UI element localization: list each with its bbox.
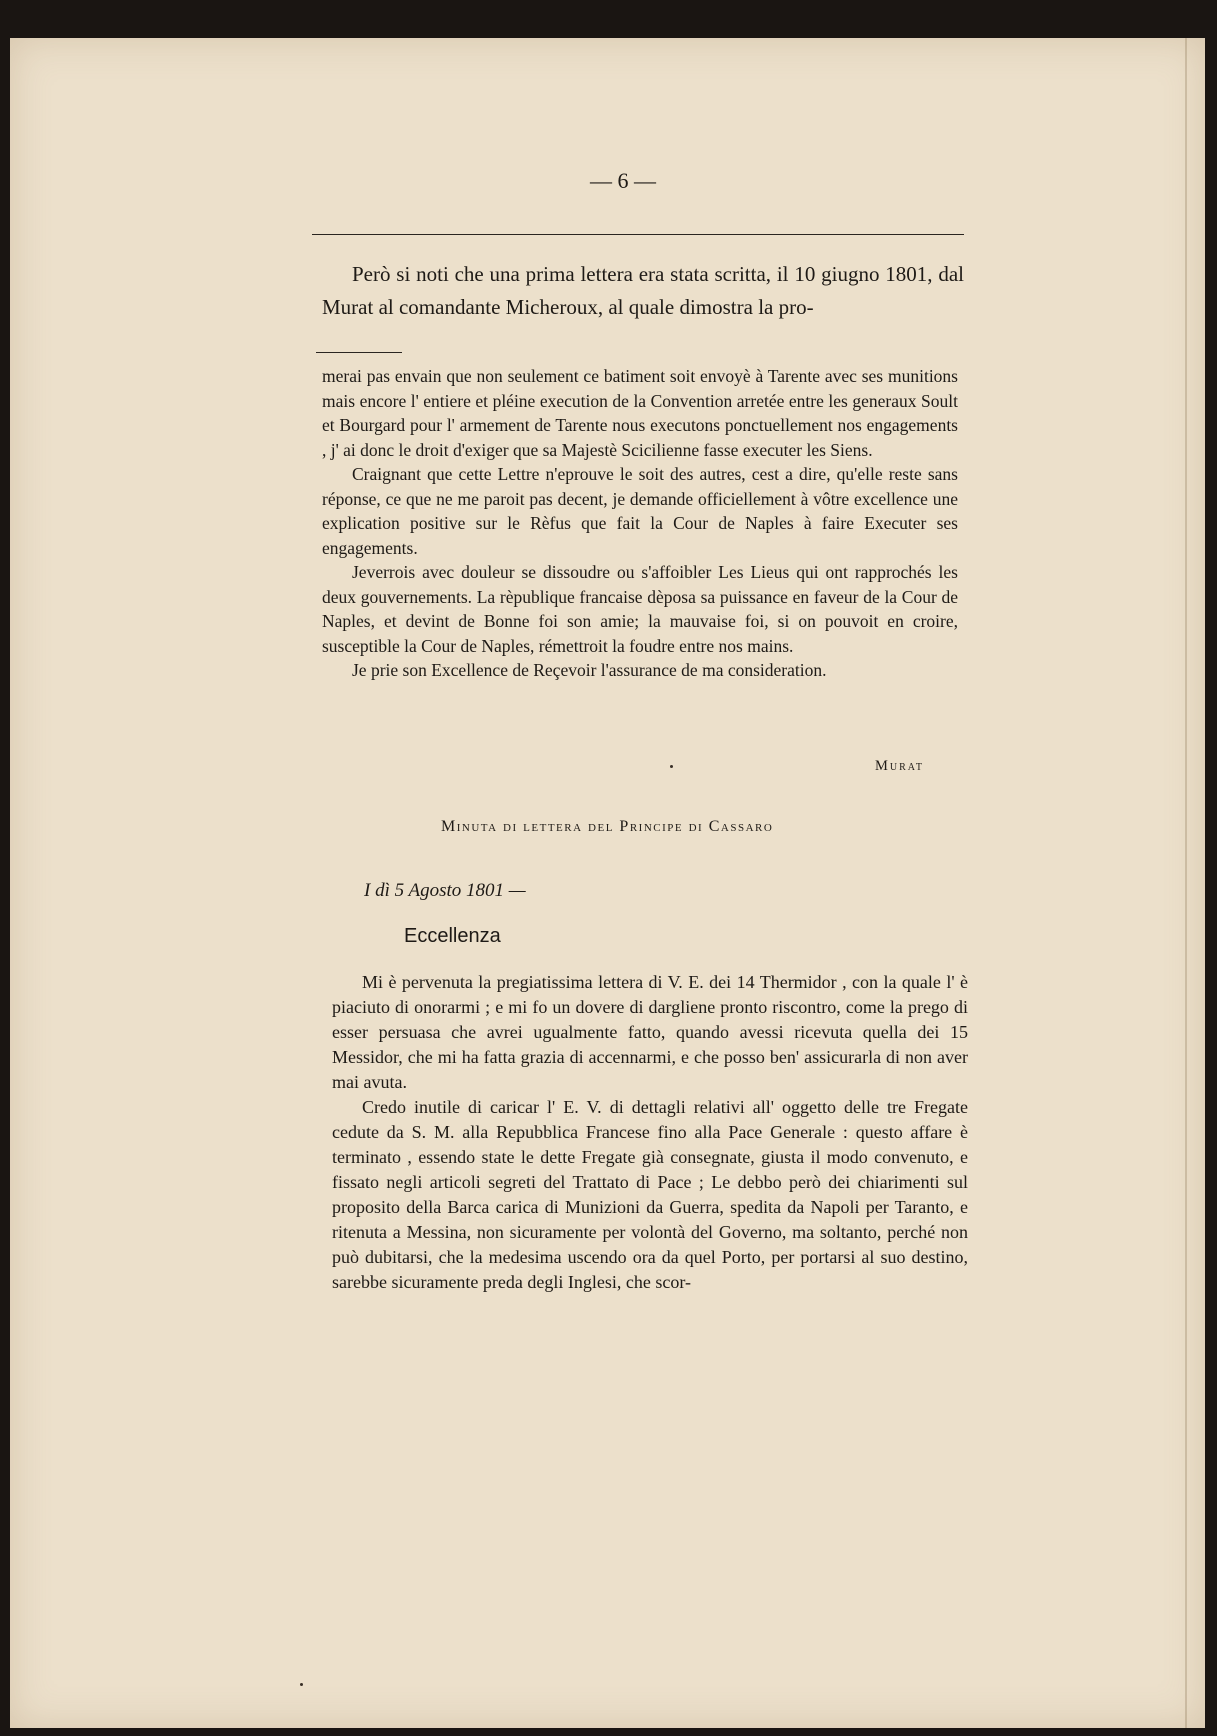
footnote-paragraph: merai pas envain que non seulement ce batiment soit envoyè à Tarente avec ses munitions mais encore l' entiere et pléine execution de la Convention arretée entre les generaux Soult et Bourgard pour l' armement de Tarente nous executons ponctuellement nos engagements , j' ai donc le droit d'exiger que sa Majestè Scicilienne fasse executer les Siens. — [322, 366, 958, 460]
page-number: — 6 — — [590, 168, 656, 193]
letter-paragraph: Credo inutile di caricar l' E. V. di dettagli relativi all' oggetto delle tre Fregate cedute da S. M. alla Repubblica Francese fino alla Pace Generale : questo affare è terminato , essendo state le dette Fregate già consegnate, giusta il modo convenuto, e fissato negli articoli segreti del Trattato di Pace ; Le debbo però dei chiarimenti sul proposito della Barca carica di Munizioni da Guerra, spedita da Napoli per Taranto, e ritenuta a Messina, non sicuramente per volontà del Governo, ma soltanto, perché non può dubitarsi, che la medesima uscendo ora da quel Porto, per portarsi al suo destino, sarebbe sicuramente preda degli Inglesi, che scor- — [332, 1097, 968, 1292]
footnote-signature: Murat — [875, 758, 925, 774]
footnote-rule — [316, 352, 402, 353]
intro-text — [322, 258, 964, 324]
footnote-paragraph: Jeverrois avec douleur se dissoudre ou s'affoibler Les Lieus qui ont rapprochés les deux gouvernements. La rèpublique francaise dèposa sa puissance en faveur de la Cour de Naples, et devint de Bonne foi son amie; la mauvaise foi, si on pouvoit en croire, susceptible la Cour de Naples, rémettroit la foudre entre nos mains. — [322, 562, 958, 656]
footnote-paragraph: Craignant que cette Lettre n'eprouve le soit des autres, cest a dire, qu'elle reste sans réponse, ce que ne me paroit pas decent, je demande officiellement à vôtre excellence une explication positive sur le Rèfus que fait la Cour de Naples à faire Executer ses engagements. — [322, 464, 958, 558]
letter-paragraph: Mi è pervenuta la pregiatissima lettera di V. E. dei 14 Thermidor , con la quale l' è piaciuto di onorarmi ; e mi fo un dovere di dargliene pronto riscontro, come la prego di esser persuasa che avrei ugualmente fatto, quando avessi ricevuta quella dei 15 Messidor, che mi ha fatta grazia di accennarmi, e che posso ben' assicurarla di non aver mai avuta. — [332, 972, 968, 1092]
ink-speck — [300, 1683, 303, 1686]
letter-body — [332, 970, 968, 1295]
section-heading: Minuta di lettera del Principe di Cassaro — [441, 818, 774, 835]
ink-speck — [670, 765, 673, 768]
date-line: I dì 5 Agosto 1801 — — [364, 880, 526, 901]
footnote — [322, 364, 958, 683]
header-rule — [312, 234, 964, 235]
footnote-paragraph: Je prie son Excellence de Reçevoir l'assurance de ma consideration. — [352, 660, 827, 680]
salutation: Eccellenza — [404, 925, 501, 947]
intro-paragraph: Però si noti che una prima lettera era stata scritta, il 10 giugno 1801, dal Murat al comandante Micheroux, al quale dimostra la pro- — [322, 262, 964, 319]
